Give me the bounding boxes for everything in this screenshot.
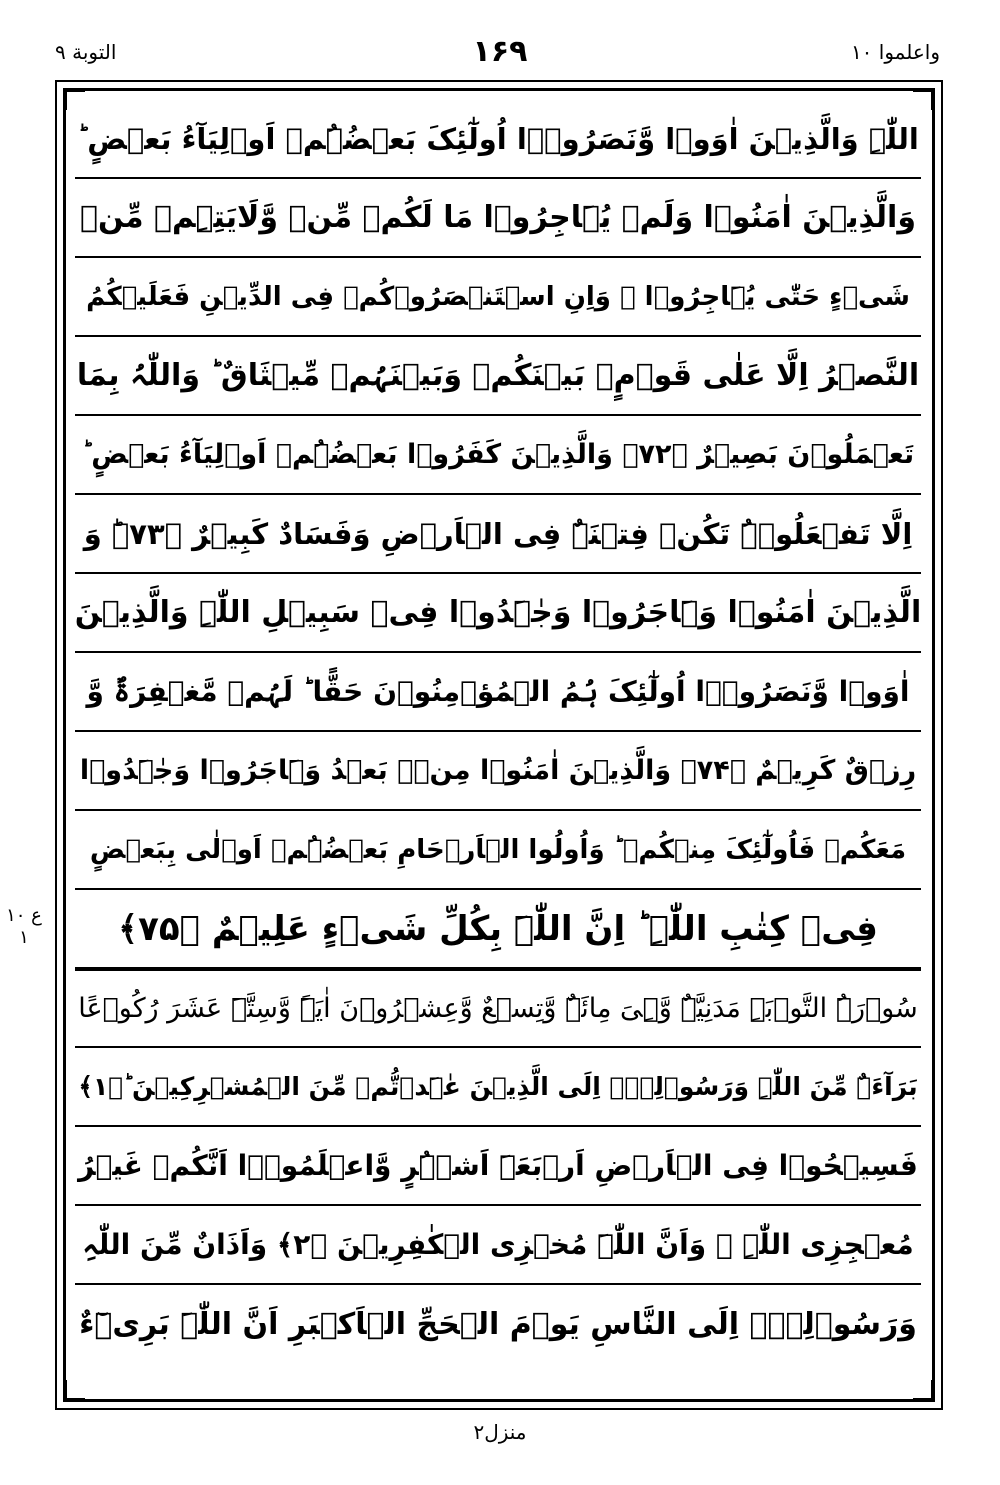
- page-number: ۱۶۹: [472, 34, 528, 69]
- text-line: تَعۡمَلُوۡنَ بَصِیۡرٌ ﴿۷۲﴾ وَالَّذِیۡنَ کَفَرُوۡا بَعۡضُہُمۡ اَوۡلِیَآءُ بَعۡضٍ ؕ: [75, 416, 921, 495]
- text-line: اللّٰہِ وَالَّذِیۡنَ اٰوَوۡا وَّنَصَرُوۡۤا اُولٰٓئِکَ بَعۡضُہُمۡ اَوۡلِیَآءُ بَعۡضٍ ؕ: [75, 100, 921, 179]
- text-line: اِلَّا تَفۡعَلُوۡہُ تَکُنۡ فِتۡنَۃٌ فِی الۡاَرۡضِ وَفَسَادٌ کَبِیۡرٌ ﴿۷۳﴾ؕ وَ: [75, 495, 921, 574]
- ruku-marker: ع ۱۰ ۱: [6, 905, 42, 948]
- text-line: بَرَآءَۃٌ مِّنَ اللّٰہِ وَرَسُوۡلِہٖۤ اِلَی الَّذِیۡنَ عٰہَدۡتُّمۡ مِّنَ الۡمُشۡرِکِیۡنَ ؕ﴿۱﴾: [75, 1048, 921, 1127]
- text-line: الَّذِیۡنَ اٰمَنُوۡا وَہَاجَرُوۡا وَجٰہَدُوۡا فِیۡ سَبِیۡلِ اللّٰہِ وَالَّذِیۡنَ: [75, 574, 921, 653]
- text-line: شَیۡءٍ حَتّٰی یُہَاجِرُوۡا ۚ وَاِنِ اسۡتَنۡصَرُوۡکُمۡ فِی الدِّیۡنِ فَعَلَیۡکُمُ: [75, 258, 921, 337]
- text-line: وَالَّذِیۡنَ اٰمَنُوۡا وَلَمۡ یُہَاجِرُوۡا مَا لَکُمۡ مِّنۡ وَّلَایَتِہِمۡ مِّنۡ: [75, 179, 921, 258]
- frame-corner-ornament: [913, 1380, 934, 1401]
- text-line: فِیۡ کِتٰبِ اللّٰہِ ؕ اِنَّ اللّٰہَ بِکُلِّ شَیۡءٍ عَلِیۡمٌ ﴿۷۵﴾: [75, 890, 921, 969]
- surah-name-header: التوبة ۹: [55, 40, 117, 64]
- para-name-header: واعلموا ۱۰: [850, 40, 940, 64]
- text-line: النَّصۡرُ اِلَّا عَلٰی قَوۡمٍۭ بَیۡنَکُمۡ وَبَیۡنَہُمۡ مِّیۡثَاقٌ ؕ وَاللّٰہُ بِمَا: [75, 337, 921, 416]
- surah-title-banner: سُوۡرَۃُ التَّوۡبَۃِ مَدَنِیَّۃٌ وَّہِیَ مِائَۃٌ وَّتِسۡعٌ وَّعِشۡرُوۡنَ اٰیَۃً وَّسِتَّۃَ عَشَرَ رُکُوۡعًا: [75, 969, 921, 1048]
- text-line: اٰوَوۡا وَّنَصَرُوۡۤا اُولٰٓئِکَ ہُمُ الۡمُؤۡمِنُوۡنَ حَقًّا ؕ لَہُمۡ مَّغۡفِرَۃٌ وَّ: [75, 653, 921, 732]
- manzil-footer: منزل۲: [473, 1420, 527, 1444]
- frame-corner-ornament: [64, 1380, 85, 1401]
- page-frame: [55, 80, 943, 1410]
- page-header: [0, 34, 1000, 76]
- text-line: فَسِیۡحُوۡا فِی الۡاَرۡضِ اَرۡبَعَۃَ اَشۡہُرٍ وَّاعۡلَمُوۡۤا اَنَّکُمۡ غَیۡرُ: [75, 1127, 921, 1206]
- text-lines: [75, 100, 921, 1364]
- text-line: مُعۡجِزِی اللّٰہِ ۙ وَاَنَّ اللّٰہَ مُخۡزِی الۡکٰفِرِیۡنَ ﴿۲﴾ وَاَذَانٌ مِّنَ اللّٰہِ: [75, 1206, 921, 1285]
- text-line: مَعَکُمۡ فَاُولٰٓئِکَ مِنۡکُمۡ ؕ وَاُولُوا الۡاَرۡحَامِ بَعۡضُہُمۡ اَوۡلٰی بِبَعۡضٍ: [75, 811, 921, 890]
- text-line: رِزۡقٌ کَرِیۡمٌ ﴿۷۴﴾ وَالَّذِیۡنَ اٰمَنُوۡا مِنۡۢ بَعۡدُ وَہَاجَرُوۡا وَجٰہَدُوۡا: [75, 732, 921, 811]
- text-line: وَرَسُوۡلِہٖۤ اِلَی النَّاسِ یَوۡمَ الۡحَجِّ الۡاَکۡبَرِ اَنَّ اللّٰہَ بَرِیۡٓءٌ: [79, 1307, 917, 1342]
